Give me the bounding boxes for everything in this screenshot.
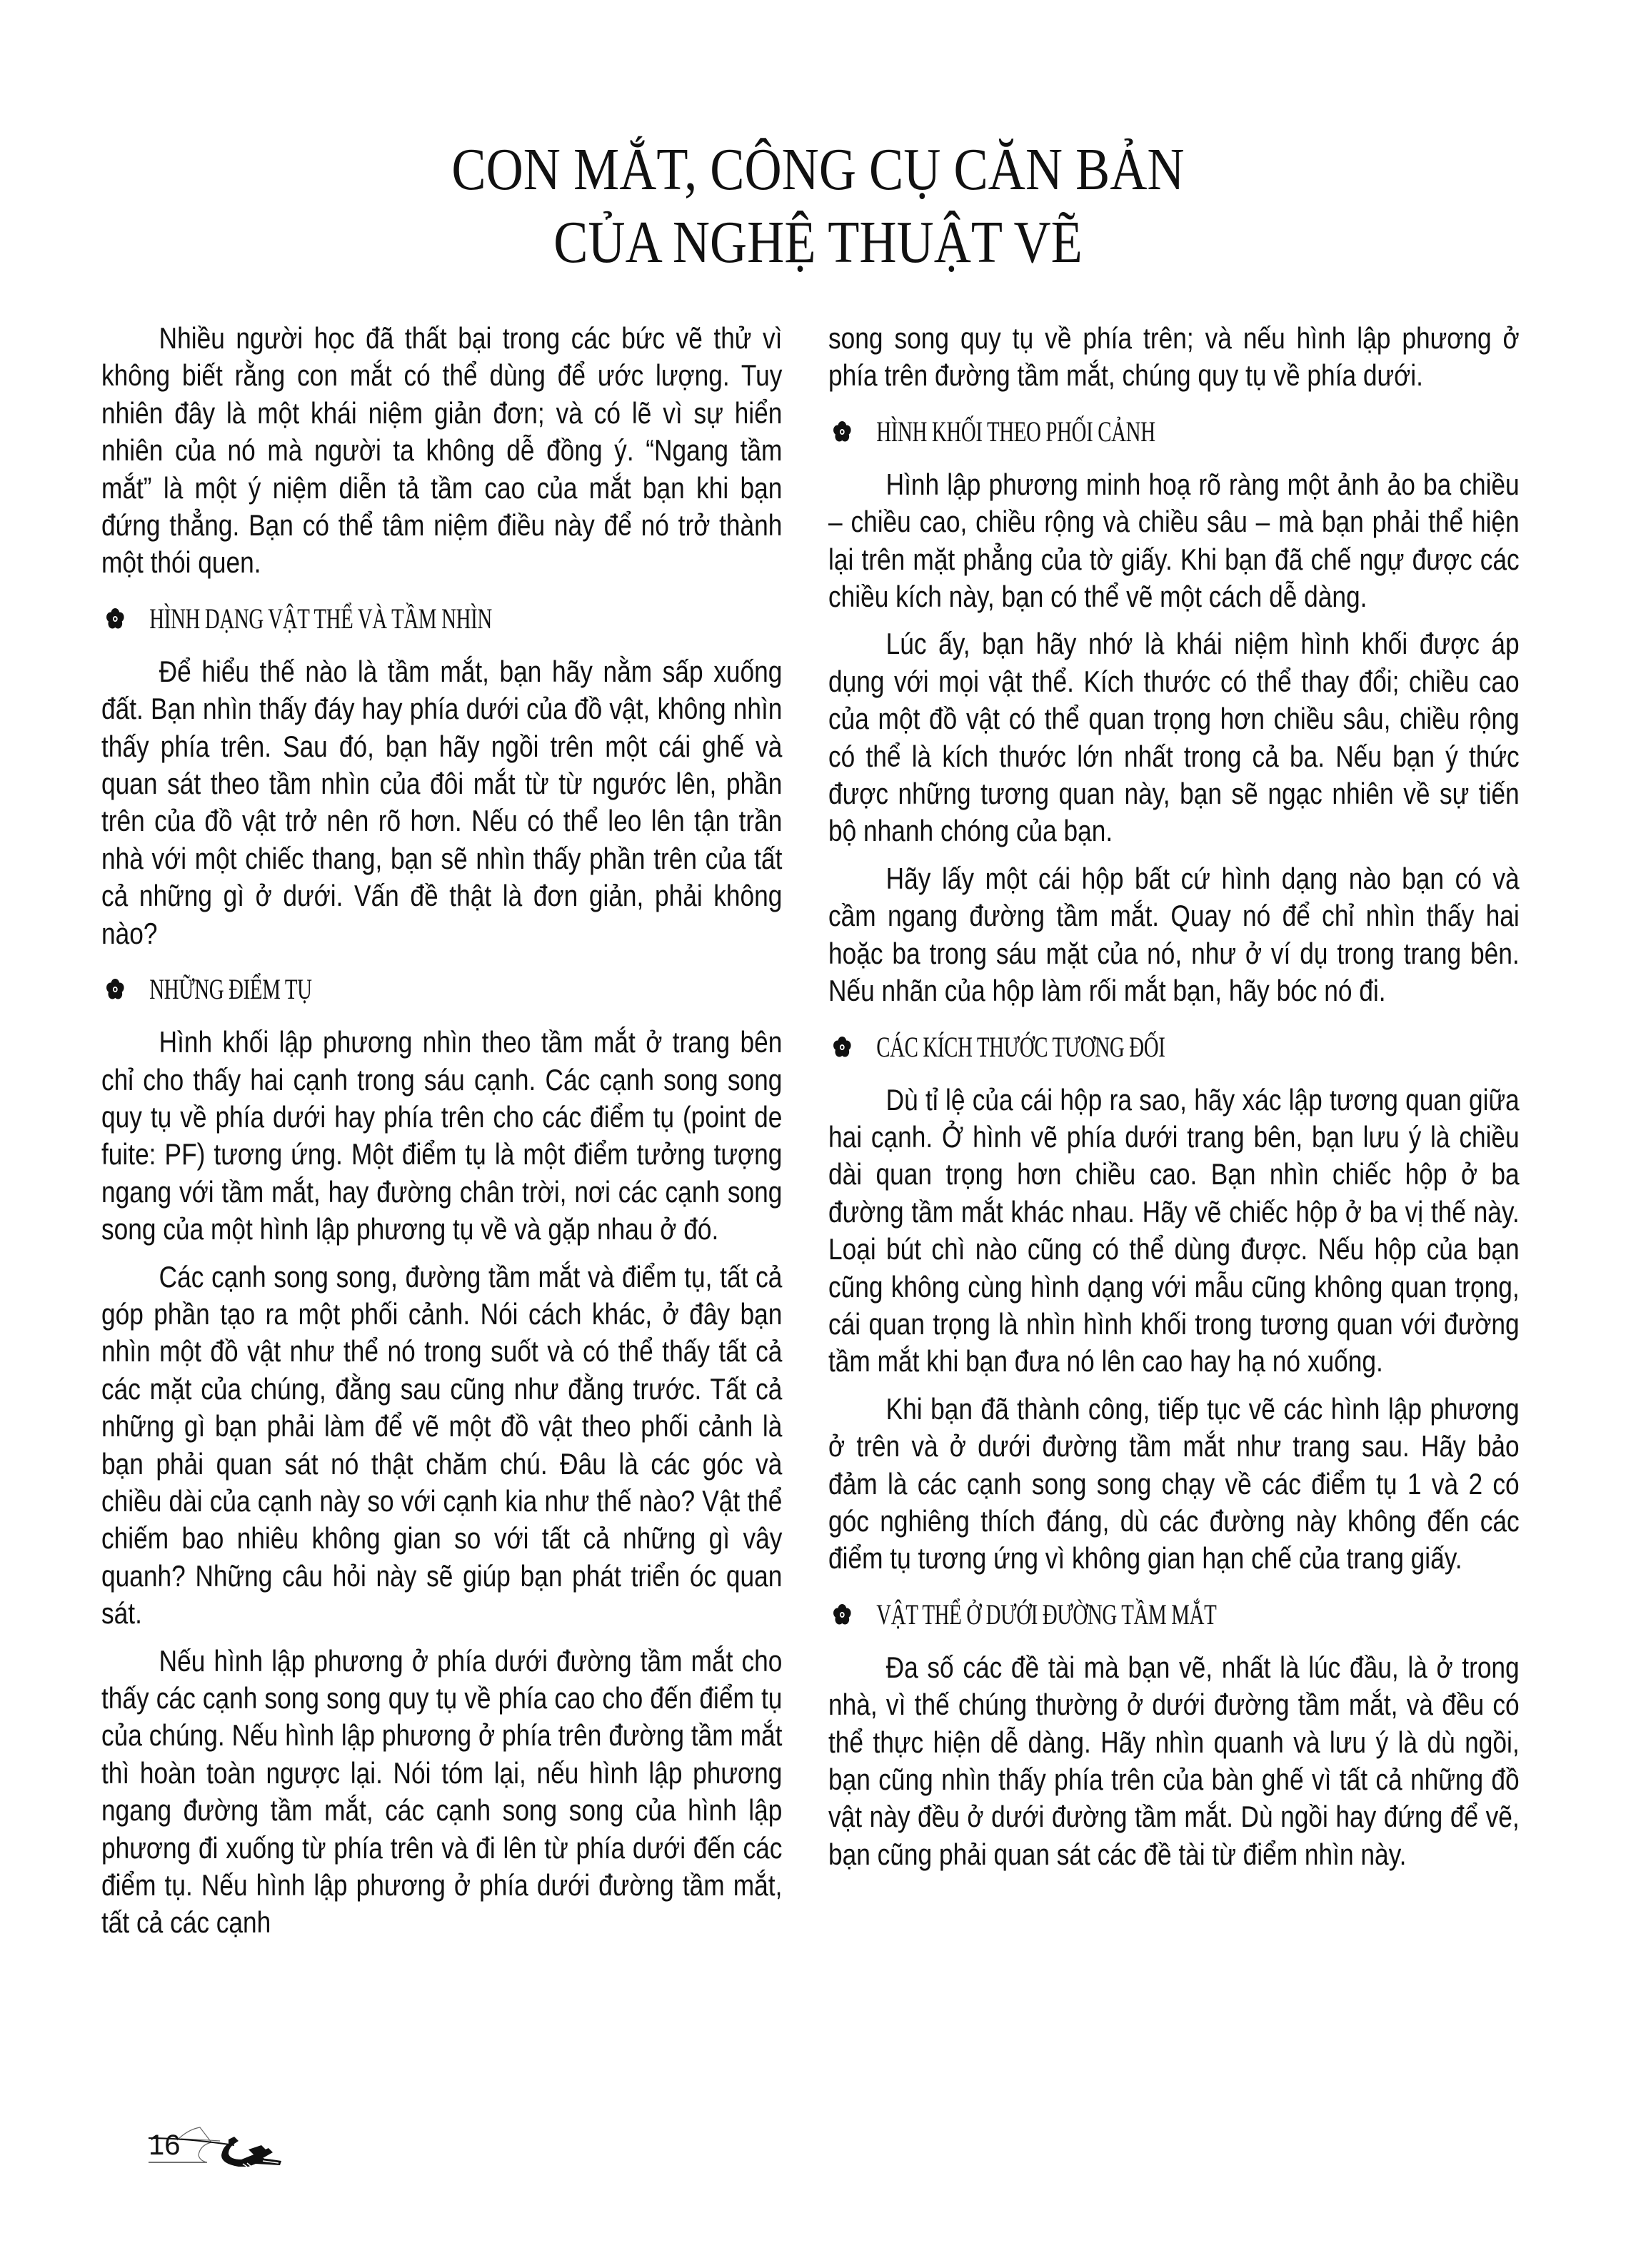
body-paragraph: Hình khối lập phương nhìn theo tầm mắt ở trang bên chỉ cho thấy hai cạnh trong sáu cạnh. Các cạnh song song quy tụ về phía dưới hay phía trên cho các điểm tụ (point de fuite: PF) tương ứng. Một điểm tụ là một điểm tưởng tượng ngang với tầm mắt, hay đường chân trời, nơi các cạnh song song của một hình lập phương tụ về và gặp nhau ở đó.: [101, 1025, 783, 1246]
section-heading-text: CÁC KÍCH THƯỚC TƯƠNG ĐỐI: [876, 1030, 1165, 1063]
body-paragraph: Nếu hình lập phương ở phía dưới đường tầm mắt cho thấy các cạnh song song quy tụ về phía cao cho đến điểm tụ của chúng. Nếu hình lập phương ở phía trên đường tầm mắt thì hoàn toàn ngược lại. Nói tóm lại, nếu hình lập phương ngang đường tầm mắt, các cạnh song song của hình lập phương đi xuống từ phía trên và đi lên từ phía dưới đến các điểm tụ. Nếu hình lập phương ở phía dưới đường tầm mắt, tất cả các cạnh: [101, 1643, 783, 1940]
section-heading-text: VẬT THỂ Ở DƯỚI ĐƯỜNG TẦM MẮT: [876, 1598, 1217, 1631]
body-paragraph: Để hiểu thế nào là tầm mắt, bạn hãy nằm sấp xuống đất. Bạn nhìn thấy đáy hay phía dưới của đồ vật, không nhìn thấy phía trên. Sau đó, bạn hãy ngồi trên một cái ghế và quan sát theo tầm nhìn của đôi mắt từ từ ngước lên, phần trên của đồ vật trở nên rõ hơn. Nếu có thể leo lên tận trần nhà với một chiếc thang, bạn sẽ nhìn thấy phần trên của tất cả những gì ở dưới. Vấn đề thật là đơn giản, phải không nào?: [101, 654, 783, 950]
body-paragraph: Dù tỉ lệ của cái hộp ra sao, hãy xác lập tương quan giữa hai cạnh. Ở hình vẽ phía dưới trang bên, bạn lưu ý là chiều dài quan trọng hơn chiều cao. Bạn nhìn chiếc hộp ở ba đường tầm mắt khác nhau. Hãy vẽ chiếc hộp ở ba vị thế này. Loại bút chì nào cũng có thể dùng được. Nếu hộp của bạn cũng không cùng hình dạng với mẫu cũng không quan trọng, cái quan trọng là nhìn hình khối trong tương quan với đường tầm mắt khi bạn đưa nó lên cao hay hạ nó xuống.: [828, 1082, 1520, 1379]
right-column: [828, 320, 1520, 1883]
body-paragraph: Các cạnh song song, đường tầm mắt và điểm tụ, tất cả góp phần tạo ra một phối cảnh. Nói cách khác, ở đây bạn nhìn một đồ vật như thể nó trong suốt và có thể thấy tất cả các mặt của chúng, đằng sau cũng như đằng trước. Tất cả những gì bạn phải làm để vẽ một đồ vật theo phối cảnh là bạn phải quan sát nó thật chăm chú. Đâu là các góc và chiều dài của cạnh này so với cạnh kia như thế nào? Vật thể chiếm bao nhiêu không gian so với tất cả những gì vây quanh? Những câu hỏi này sẽ giúp bạn phát triển óc quan sát.: [101, 1259, 783, 1631]
section-heading: [828, 1029, 1520, 1066]
section-heading-text: NHỮNG ĐIỂM TỤ: [149, 973, 312, 1006]
flower-bullet-icon: [833, 421, 851, 443]
continued-paragraph: song song quy tụ về phía trên; và nếu hình lập phương ở phía trên đường tầm mắt, chúng quy tụ về phía dưới.: [828, 321, 1520, 393]
section-heading-text: HÌNH KHỐI THEO PHỐI CẢNH: [876, 415, 1155, 448]
body-paragraph: Hình lập phương minh hoạ rõ ràng một ảnh ảo ba chiều – chiều cao, chiều rộng và chiều sâu – mà bạn phải thể hiện lại trên mặt phẳng của tờ giấy. Khi bạn đã chế ngự được các chiều kích này, bạn có thể vẽ một cách dễ dàng.: [828, 467, 1520, 614]
left-column: [101, 320, 782, 1952]
section-heading: [101, 971, 782, 1008]
section-heading: [101, 600, 782, 637]
body-paragraph: Hãy lấy một cái hộp bất cứ hình dạng nào bạn có và cầm ngang đường tầm mắt. Quay nó để chỉ nhìn thấy hai hoặc ba trong sáu mặt của nó, như ở ví dụ trong trang bên. Nếu nhãn của hộp làm rối mắt bạn, hãy bóc nó đi.: [828, 861, 1520, 1008]
body-paragraph: Lúc ấy, bạn hãy nhớ là khái niệm hình khối được áp dụng với mọi vật thể. Kích thước có thể thay đổi; chiều cao của một đồ vật có thể quan trọng hơn chiều sâu, chiều rộng có thể là kích thước lớn nhất trong cả ba. Nếu bạn ý thức được những tương quan này, bạn sẽ ngạc nhiên về sự tiến bộ nhanh chóng của bạn.: [828, 627, 1520, 848]
page-folio: [149, 2124, 284, 2167]
flower-bullet-icon: [833, 1604, 851, 1626]
body-paragraph: Đa số các đề tài mà bạn vẽ, nhất là lúc đầu, là ở trong nhà, vì thế chúng thường ở dưới đường tầm mắt, và đều có thể thực hiện dễ dàng. Hãy nhìn quanh và lưu ý là dù ngồi, bạn cũng nhìn thấy phía trên của bàn ghế vì tất cả những đồ vật này đều ở dưới đường tầm mắt. Dù ngồi hay đứng để vẽ, bạn cũng phải quan sát các đề tài từ điểm nhìn này.: [828, 1650, 1520, 1871]
body-paragraph: Khi bạn đã thành công, tiếp tục vẽ các hình lập phương ở trên và ở dưới đường tầm mắt như trang sau. Hãy bảo đảm là các cạnh song song chạy về các điểm tụ 1 và 2 có góc nghiêng thích đáng, dù các đường này không đến các điểm tụ tương ứng vì không gian hạn chế của trang giấy.: [828, 1391, 1520, 1576]
intro-paragraph: Nhiều người học đã thất bại trong các bức vẽ thử vì không biết rằng con mắt có thể dùng để ước lượng. Tuy nhiên đây là một khái niệm giản đơn; và có lẽ vì sự hiển nhiên của nó mà người ta không dễ đồng ý. “Ngang tầm mắt” là một ý niệm diễn tả tầm cao của mắt bạn khi bạn đứng thẳng. Bạn có thể tâm niệm điều này để nó trở thành một thói quen.: [101, 321, 783, 580]
page-title-line-2: CỦA NGHỆ THUẬT VẼ: [553, 209, 1083, 276]
page-title-line-1: CON MẮT, CÔNG CỤ CĂN BẢN: [451, 136, 1185, 203]
section-heading-text: HÌNH DẠNG VẬT THỂ VÀ TẦM NHÌN: [149, 602, 492, 635]
flower-bullet-icon: [106, 979, 124, 1000]
flower-bullet-icon: [833, 1037, 851, 1058]
section-heading: [828, 413, 1520, 450]
page-number: 16: [149, 2130, 181, 2161]
section-heading: [828, 1596, 1520, 1633]
flower-bullet-icon: [106, 608, 124, 630]
